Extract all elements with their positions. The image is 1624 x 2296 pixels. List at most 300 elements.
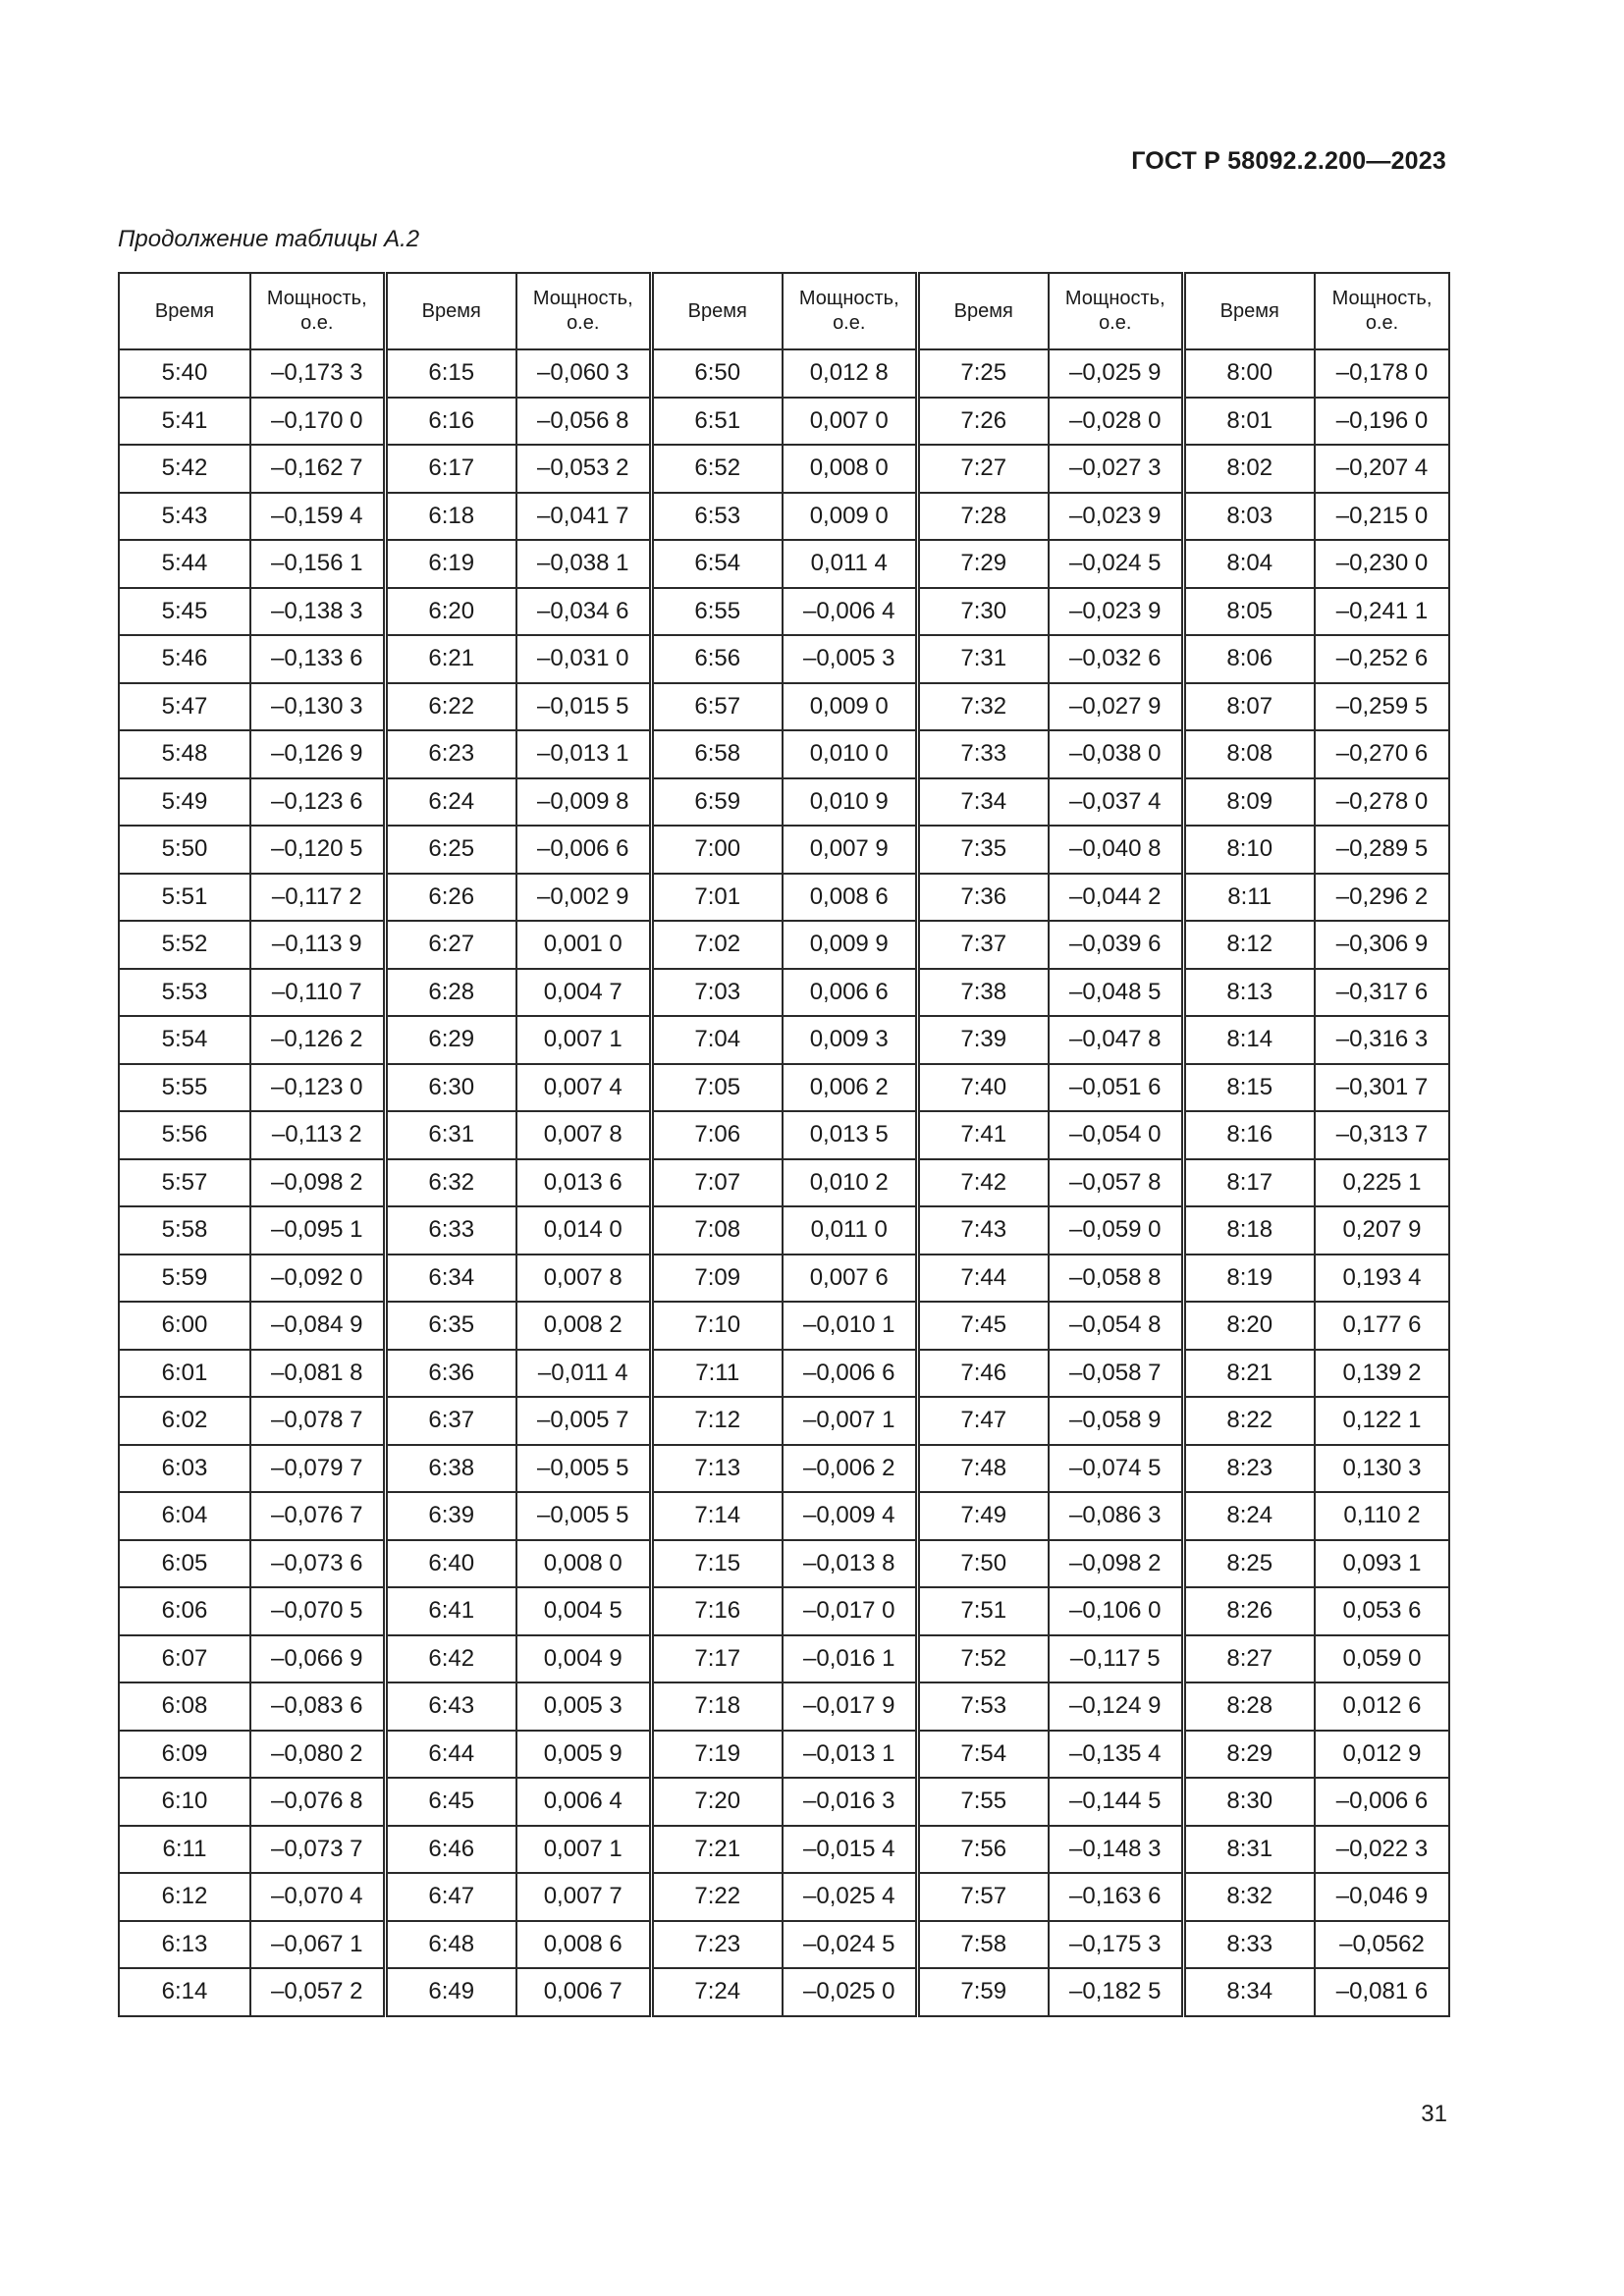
time-cell: 5:41 <box>119 398 250 446</box>
power-cell: –0,098 2 <box>1049 1540 1183 1588</box>
time-cell: 6:39 <box>385 1492 516 1540</box>
power-cell: –0,005 7 <box>516 1397 651 1445</box>
time-cell: 5:52 <box>119 921 250 969</box>
power-cell: –0,034 6 <box>516 588 651 636</box>
power-cell: 0,007 1 <box>516 1016 651 1064</box>
power-cell: 0,009 3 <box>783 1016 917 1064</box>
time-cell: 8:26 <box>1183 1587 1315 1635</box>
time-cell: 6:09 <box>119 1731 250 1779</box>
power-cell: –0,110 7 <box>250 969 385 1017</box>
power-cell: –0,120 5 <box>250 826 385 874</box>
power-cell: –0,070 4 <box>250 1873 385 1921</box>
power-cell: –0,215 0 <box>1315 493 1449 541</box>
power-cell: 0,193 4 <box>1315 1255 1449 1303</box>
power-cell: 0,007 6 <box>783 1255 917 1303</box>
power-cell: –0,037 4 <box>1049 778 1183 827</box>
power-cell: 0,122 1 <box>1315 1397 1449 1445</box>
time-cell: 6:58 <box>651 730 783 778</box>
power-cell: –0,040 8 <box>1049 826 1183 874</box>
time-cell: 8:02 <box>1183 445 1315 493</box>
time-cell: 6:24 <box>385 778 516 827</box>
power-cell: 0,007 9 <box>783 826 917 874</box>
time-cell: 6:14 <box>119 1968 250 2016</box>
document-header: ГОСТ Р 58092.2.200—2023 <box>1131 147 1446 175</box>
time-cell: 5:45 <box>119 588 250 636</box>
time-cell: 7:03 <box>651 969 783 1017</box>
table-row <box>119 730 1449 778</box>
table-row <box>119 1111 1449 1159</box>
time-cell: 7:22 <box>651 1873 783 1921</box>
time-cell: 6:26 <box>385 874 516 922</box>
time-cell: 5:47 <box>119 683 250 731</box>
power-cell: –0,025 0 <box>783 1968 917 2016</box>
table-row <box>119 398 1449 446</box>
power-cell: 0,010 0 <box>783 730 917 778</box>
power-cell: –0,301 7 <box>1315 1064 1449 1112</box>
power-cell: –0,024 5 <box>1049 540 1183 588</box>
power-cell: –0,024 5 <box>783 1921 917 1969</box>
time-cell: 7:37 <box>917 921 1049 969</box>
power-cell: 0,110 2 <box>1315 1492 1449 1540</box>
table-row <box>119 1445 1449 1493</box>
header-power: Мощность, о.е. <box>516 273 651 349</box>
power-cell: –0,124 9 <box>1049 1682 1183 1731</box>
time-cell: 7:57 <box>917 1873 1049 1921</box>
time-cell: 6:21 <box>385 635 516 683</box>
time-cell: 6:41 <box>385 1587 516 1635</box>
power-cell: –0,207 4 <box>1315 445 1449 493</box>
power-cell: –0,022 3 <box>1315 1826 1449 1874</box>
time-cell: 6:49 <box>385 1968 516 2016</box>
power-cell: –0,117 5 <box>1049 1635 1183 1683</box>
power-cell: –0,317 6 <box>1315 969 1449 1017</box>
power-cell: –0,066 9 <box>250 1635 385 1683</box>
power-cell: 0,207 9 <box>1315 1206 1449 1255</box>
time-cell: 6:28 <box>385 969 516 1017</box>
power-cell: 0,225 1 <box>1315 1159 1449 1207</box>
power-cell: –0,013 1 <box>516 730 651 778</box>
header-power: Мощность, о.е. <box>1049 273 1183 349</box>
time-cell: 6:36 <box>385 1350 516 1398</box>
time-cell: 5:55 <box>119 1064 250 1112</box>
time-cell: 6:27 <box>385 921 516 969</box>
time-cell: 6:45 <box>385 1778 516 1826</box>
time-cell: 7:34 <box>917 778 1049 827</box>
table-row <box>119 1159 1449 1207</box>
time-cell: 7:30 <box>917 588 1049 636</box>
power-cell: –0,074 5 <box>1049 1445 1183 1493</box>
time-cell: 7:42 <box>917 1159 1049 1207</box>
table-row <box>119 1635 1449 1683</box>
time-cell: 7:05 <box>651 1064 783 1112</box>
table-row <box>119 683 1449 731</box>
time-cell: 6:57 <box>651 683 783 731</box>
time-cell: 7:10 <box>651 1302 783 1350</box>
power-cell: 0,010 9 <box>783 778 917 827</box>
power-cell: 0,139 2 <box>1315 1350 1449 1398</box>
power-cell: –0,070 5 <box>250 1587 385 1635</box>
time-cell: 7:59 <box>917 1968 1049 2016</box>
header-time: Время <box>119 273 250 349</box>
time-cell: 7:17 <box>651 1635 783 1683</box>
time-cell: 7:39 <box>917 1016 1049 1064</box>
power-cell: 0,011 4 <box>783 540 917 588</box>
time-cell: 7:31 <box>917 635 1049 683</box>
power-cell: –0,011 4 <box>516 1350 651 1398</box>
time-cell: 5:40 <box>119 349 250 398</box>
power-cell: 0,011 0 <box>783 1206 917 1255</box>
power-cell: –0,170 0 <box>250 398 385 446</box>
time-cell: 6:18 <box>385 493 516 541</box>
time-cell: 7:27 <box>917 445 1049 493</box>
time-cell: 7:32 <box>917 683 1049 731</box>
power-cell: 0,008 2 <box>516 1302 651 1350</box>
header-power: Мощность, о.е. <box>250 273 385 349</box>
power-cell: 0,007 8 <box>516 1255 651 1303</box>
time-cell: 6:04 <box>119 1492 250 1540</box>
power-cell: 0,004 7 <box>516 969 651 1017</box>
time-cell: 7:40 <box>917 1064 1049 1112</box>
power-cell: –0,057 2 <box>250 1968 385 2016</box>
power-cell: –0,076 8 <box>250 1778 385 1826</box>
power-cell: –0,076 7 <box>250 1492 385 1540</box>
power-cell: –0,113 2 <box>250 1111 385 1159</box>
power-cell: –0,025 9 <box>1049 349 1183 398</box>
power-cell: –0,025 4 <box>783 1873 917 1921</box>
power-cell: 0,006 6 <box>783 969 917 1017</box>
time-cell: 7:52 <box>917 1635 1049 1683</box>
power-cell: –0,159 4 <box>250 493 385 541</box>
power-cell: –0,002 9 <box>516 874 651 922</box>
power-cell: –0,016 1 <box>783 1635 917 1683</box>
power-cell: –0,031 0 <box>516 635 651 683</box>
power-cell: –0,051 6 <box>1049 1064 1183 1112</box>
power-cell: –0,163 6 <box>1049 1873 1183 1921</box>
time-cell: 7:16 <box>651 1587 783 1635</box>
time-cell: 5:42 <box>119 445 250 493</box>
time-cell: 8:01 <box>1183 398 1315 446</box>
power-cell: –0,032 6 <box>1049 635 1183 683</box>
power-cell: –0,078 7 <box>250 1397 385 1445</box>
table-row <box>119 1778 1449 1826</box>
power-cell: 0,006 7 <box>516 1968 651 2016</box>
time-cell: 8:04 <box>1183 540 1315 588</box>
time-cell: 7:50 <box>917 1540 1049 1588</box>
time-cell: 7:51 <box>917 1587 1049 1635</box>
power-cell: 0,001 0 <box>516 921 651 969</box>
time-cell: 7:09 <box>651 1255 783 1303</box>
table-row <box>119 778 1449 827</box>
time-cell: 8:22 <box>1183 1397 1315 1445</box>
time-cell: 6:05 <box>119 1540 250 1588</box>
table-row <box>119 1968 1449 2016</box>
power-cell: –0,178 0 <box>1315 349 1449 398</box>
table-row <box>119 1302 1449 1350</box>
time-cell: 7:54 <box>917 1731 1049 1779</box>
time-cell: 6:13 <box>119 1921 250 1969</box>
time-cell: 8:28 <box>1183 1682 1315 1731</box>
power-cell: –0,073 7 <box>250 1826 385 1874</box>
power-cell: –0,081 8 <box>250 1350 385 1398</box>
table-row <box>119 635 1449 683</box>
time-cell: 6:20 <box>385 588 516 636</box>
power-cell: –0,013 8 <box>783 1540 917 1588</box>
time-cell: 8:20 <box>1183 1302 1315 1350</box>
time-cell: 5:56 <box>119 1111 250 1159</box>
power-cell: –0,156 1 <box>250 540 385 588</box>
power-cell: –0,060 3 <box>516 349 651 398</box>
power-cell: –0,230 0 <box>1315 540 1449 588</box>
time-cell: 8:15 <box>1183 1064 1315 1112</box>
time-cell: 8:13 <box>1183 969 1315 1017</box>
power-cell: –0,047 8 <box>1049 1016 1183 1064</box>
power-cell: –0,015 5 <box>516 683 651 731</box>
time-cell: 7:21 <box>651 1826 783 1874</box>
table-row <box>119 445 1449 493</box>
time-cell: 6:37 <box>385 1397 516 1445</box>
power-cell: 0,007 1 <box>516 1826 651 1874</box>
power-cell: –0,259 5 <box>1315 683 1449 731</box>
time-cell: 6:38 <box>385 1445 516 1493</box>
power-cell: –0,079 7 <box>250 1445 385 1493</box>
time-cell: 6:25 <box>385 826 516 874</box>
time-cell: 7:01 <box>651 874 783 922</box>
time-cell: 7:48 <box>917 1445 1049 1493</box>
power-cell: 0,014 0 <box>516 1206 651 1255</box>
power-cell: –0,0562 <box>1315 1921 1449 1969</box>
time-cell: 7:18 <box>651 1682 783 1731</box>
time-cell: 8:23 <box>1183 1445 1315 1493</box>
power-cell: –0,123 0 <box>250 1064 385 1112</box>
power-cell: –0,058 8 <box>1049 1255 1183 1303</box>
time-cell: 8:27 <box>1183 1635 1315 1683</box>
power-cell: –0,098 2 <box>250 1159 385 1207</box>
power-cell: –0,038 0 <box>1049 730 1183 778</box>
power-cell: 0,007 0 <box>783 398 917 446</box>
time-cell: 6:33 <box>385 1206 516 1255</box>
time-cell: 8:07 <box>1183 683 1315 731</box>
table-row <box>119 1016 1449 1064</box>
time-cell: 6:53 <box>651 493 783 541</box>
power-cell: –0,023 9 <box>1049 493 1183 541</box>
time-cell: 7:06 <box>651 1111 783 1159</box>
time-cell: 6:43 <box>385 1682 516 1731</box>
time-cell: 6:55 <box>651 588 783 636</box>
time-cell: 6:34 <box>385 1255 516 1303</box>
power-cell: 0,130 3 <box>1315 1445 1449 1493</box>
time-cell: 7:20 <box>651 1778 783 1826</box>
power-cell: –0,005 5 <box>516 1445 651 1493</box>
power-cell: –0,113 9 <box>250 921 385 969</box>
power-cell: –0,007 1 <box>783 1397 917 1445</box>
table-row <box>119 1206 1449 1255</box>
power-cell: 0,005 9 <box>516 1731 651 1779</box>
power-cell: 0,008 0 <box>516 1540 651 1588</box>
time-cell: 6:51 <box>651 398 783 446</box>
power-cell: –0,162 7 <box>250 445 385 493</box>
power-cell: –0,017 0 <box>783 1587 917 1635</box>
time-cell: 7:15 <box>651 1540 783 1588</box>
power-cell: –0,316 3 <box>1315 1016 1449 1064</box>
power-cell: –0,059 0 <box>1049 1206 1183 1255</box>
power-cell: –0,130 3 <box>250 683 385 731</box>
power-cell: 0,007 4 <box>516 1064 651 1112</box>
power-cell: –0,028 0 <box>1049 398 1183 446</box>
table-row <box>119 1826 1449 1874</box>
time-cell: 8:11 <box>1183 874 1315 922</box>
time-cell: 8:10 <box>1183 826 1315 874</box>
table-row <box>119 969 1449 1017</box>
table-row <box>119 588 1449 636</box>
power-cell: –0,006 2 <box>783 1445 917 1493</box>
power-cell: –0,058 7 <box>1049 1350 1183 1398</box>
power-cell: –0,270 6 <box>1315 730 1449 778</box>
time-cell: 6:31 <box>385 1111 516 1159</box>
power-cell: 0,006 4 <box>516 1778 651 1826</box>
time-cell: 6:00 <box>119 1302 250 1350</box>
time-cell: 6:01 <box>119 1350 250 1398</box>
time-cell: 7:33 <box>917 730 1049 778</box>
time-cell: 6:12 <box>119 1873 250 1921</box>
time-cell: 8:29 <box>1183 1731 1315 1779</box>
power-cell: –0,053 2 <box>516 445 651 493</box>
power-cell: 0,007 8 <box>516 1111 651 1159</box>
power-cell: –0,095 1 <box>250 1206 385 1255</box>
power-cell: –0,086 3 <box>1049 1492 1183 1540</box>
power-cell: –0,278 0 <box>1315 778 1449 827</box>
table-row <box>119 1350 1449 1398</box>
time-cell: 8:14 <box>1183 1016 1315 1064</box>
power-cell: –0,144 5 <box>1049 1778 1183 1826</box>
time-cell: 8:32 <box>1183 1873 1315 1921</box>
power-cell: 0,013 6 <box>516 1159 651 1207</box>
time-cell: 6:48 <box>385 1921 516 1969</box>
power-cell: –0,006 6 <box>783 1350 917 1398</box>
page-number: 31 <box>1421 2101 1447 2127</box>
time-cell: 6:08 <box>119 1682 250 1731</box>
power-cell: –0,009 4 <box>783 1492 917 1540</box>
header-time: Время <box>651 273 783 349</box>
time-cell: 6:16 <box>385 398 516 446</box>
time-cell: 5:58 <box>119 1206 250 1255</box>
time-cell: 7:07 <box>651 1159 783 1207</box>
time-cell: 7:38 <box>917 969 1049 1017</box>
power-cell: 0,012 9 <box>1315 1731 1449 1779</box>
power-cell: –0,084 9 <box>250 1302 385 1350</box>
time-cell: 5:46 <box>119 635 250 683</box>
power-cell: 0,008 6 <box>516 1921 651 1969</box>
time-cell: 6:29 <box>385 1016 516 1064</box>
power-cell: 0,013 5 <box>783 1111 917 1159</box>
table-row <box>119 874 1449 922</box>
power-cell: –0,126 9 <box>250 730 385 778</box>
power-cell: –0,306 9 <box>1315 921 1449 969</box>
time-cell: 5:57 <box>119 1159 250 1207</box>
time-cell: 6:47 <box>385 1873 516 1921</box>
power-cell: –0,182 5 <box>1049 1968 1183 2016</box>
power-cell: 0,009 0 <box>783 493 917 541</box>
power-cell: –0,080 2 <box>250 1731 385 1779</box>
time-cell: 6:52 <box>651 445 783 493</box>
time-cell: 8:12 <box>1183 921 1315 969</box>
power-cell: –0,056 8 <box>516 398 651 446</box>
header-time: Время <box>385 273 516 349</box>
time-cell: 7:49 <box>917 1492 1049 1540</box>
time-cell: 8:18 <box>1183 1206 1315 1255</box>
power-cell: 0,005 3 <box>516 1682 651 1731</box>
time-cell: 7:23 <box>651 1921 783 1969</box>
table-row <box>119 1064 1449 1112</box>
time-cell: 7:02 <box>651 921 783 969</box>
power-cell: –0,123 6 <box>250 778 385 827</box>
time-cell: 7:24 <box>651 1968 783 2016</box>
time-cell: 5:53 <box>119 969 250 1017</box>
time-cell: 6:15 <box>385 349 516 398</box>
time-cell: 7:12 <box>651 1397 783 1445</box>
power-cell: –0,117 2 <box>250 874 385 922</box>
time-cell: 7:25 <box>917 349 1049 398</box>
power-cell: –0,057 8 <box>1049 1159 1183 1207</box>
time-cell: 7:00 <box>651 826 783 874</box>
power-cell: –0,067 1 <box>250 1921 385 1969</box>
power-cell: –0,241 1 <box>1315 588 1449 636</box>
time-cell: 5:44 <box>119 540 250 588</box>
time-cell: 8:31 <box>1183 1826 1315 1874</box>
power-cell: –0,006 6 <box>1315 1778 1449 1826</box>
time-cell: 7:14 <box>651 1492 783 1540</box>
time-cell: 7:55 <box>917 1778 1049 1826</box>
power-cell: –0,016 3 <box>783 1778 917 1826</box>
time-cell: 8:24 <box>1183 1492 1315 1540</box>
table-row <box>119 921 1449 969</box>
table-row <box>119 1682 1449 1731</box>
time-cell: 6:23 <box>385 730 516 778</box>
time-cell: 6:19 <box>385 540 516 588</box>
power-cell: 0,009 9 <box>783 921 917 969</box>
power-cell: –0,138 3 <box>250 588 385 636</box>
power-cell: –0,083 6 <box>250 1682 385 1731</box>
power-table <box>118 272 1450 2017</box>
power-cell: –0,038 1 <box>516 540 651 588</box>
power-cell: –0,081 6 <box>1315 1968 1449 2016</box>
power-cell: 0,004 5 <box>516 1587 651 1635</box>
power-cell: –0,005 5 <box>516 1492 651 1540</box>
time-cell: 6:07 <box>119 1635 250 1683</box>
power-cell: 0,006 2 <box>783 1064 917 1112</box>
power-cell: –0,175 3 <box>1049 1921 1183 1969</box>
time-cell: 5:48 <box>119 730 250 778</box>
time-cell: 6:59 <box>651 778 783 827</box>
time-cell: 8:33 <box>1183 1921 1315 1969</box>
power-cell: –0,023 9 <box>1049 588 1183 636</box>
power-cell: –0,054 0 <box>1049 1111 1183 1159</box>
time-cell: 7:47 <box>917 1397 1049 1445</box>
power-cell: –0,006 4 <box>783 588 917 636</box>
power-cell: 0,053 6 <box>1315 1587 1449 1635</box>
table-header <box>119 273 1449 349</box>
table-row <box>119 1921 1449 1969</box>
time-cell: 5:59 <box>119 1255 250 1303</box>
table-row <box>119 349 1449 398</box>
time-cell: 8:09 <box>1183 778 1315 827</box>
time-cell: 6:32 <box>385 1159 516 1207</box>
power-cell: –0,046 9 <box>1315 1873 1449 1921</box>
power-cell: –0,005 3 <box>783 635 917 683</box>
power-cell: –0,252 6 <box>1315 635 1449 683</box>
time-cell: 7:56 <box>917 1826 1049 1874</box>
header-row <box>119 273 1449 349</box>
time-cell: 6:06 <box>119 1587 250 1635</box>
